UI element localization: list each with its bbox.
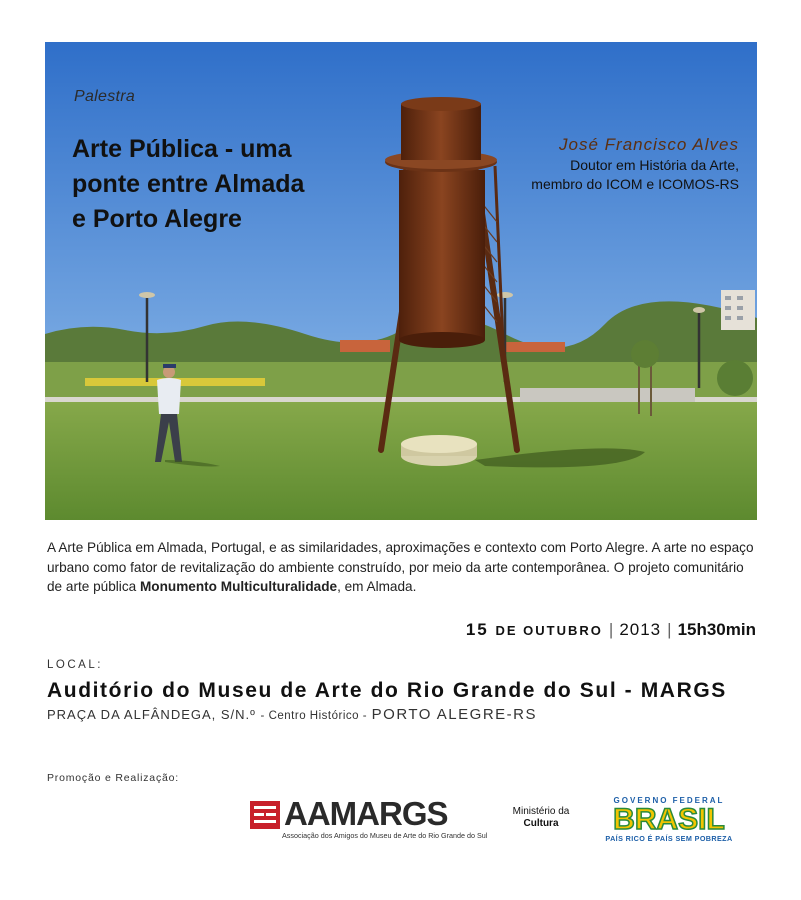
event-date-time [466,620,756,640]
address-district: - Centro Histórico - [260,710,368,722]
project-name: Monumento Multiculturalidade [139,579,338,594]
aamargs-logo-icon [250,801,280,829]
separator: | [608,620,614,639]
venue-name: Auditório do Museu de Arte do Rio Grande do Sul - MARGS [47,679,727,702]
address-street: PRAÇA DA ALFÂNDEGA, S/N.º [47,707,256,722]
speaker-block [531,134,739,194]
event-date [466,620,603,640]
aamargs-subtitle: Associação dos Amigos do Museu de Arte do Rio Grande do Sul [282,831,488,840]
ministry-line: Cultura [523,818,559,829]
speaker-name: José Francisco Alves [559,135,739,154]
speaker-role: Doutor em História da Arte, [570,157,739,173]
ministry-line: Ministério da [512,806,570,817]
event-title [72,132,362,237]
venue-address [47,706,537,723]
aamargs-name: AAMARGS [284,795,448,832]
description-text: , em Almada. [337,579,417,594]
aamargs-logo [250,795,488,843]
gov-main-text: BRASIL [613,803,725,836]
description-text: A Arte Pública em Almada, Portugal, e as similaridades, aproximações e contexto com Porto Alegre. A arte no espaço urbano como fator de revitalização do ambiente construído, por meio da arte contemporânea. O projeto comunitário de arte pública [47,540,754,594]
separator: | [667,620,672,639]
gov-brasil-logo [596,796,742,844]
event-year: 2013 [619,620,662,639]
event-description [47,538,759,597]
gov-slogan: PAÍS RICO É PAÍS SEM POBREZA [605,834,733,843]
sponsors-label: Promoção e Realização: [47,772,179,784]
sculpture-photo [45,42,757,520]
ministry-logo [510,806,572,830]
hero-photo [45,42,757,520]
event-day: 15 [465,620,489,639]
address-city: PORTO ALEGRE-RS [371,706,537,723]
event-time: 15h30min [677,620,756,639]
event-month: DE OUTUBRO [495,623,603,638]
speaker-role: membro do ICOM e ICOMOS-RS [531,176,739,192]
event-type-label: Palestra [74,88,136,105]
title-line: ponte entre Almada [72,170,305,198]
location-label: LOCAL: [47,659,103,671]
title-line: Arte Pública - uma [72,135,292,163]
title-line: e Porto Alegre [72,205,242,233]
gov-top-text: GOVERNO FEDERAL [613,796,725,805]
